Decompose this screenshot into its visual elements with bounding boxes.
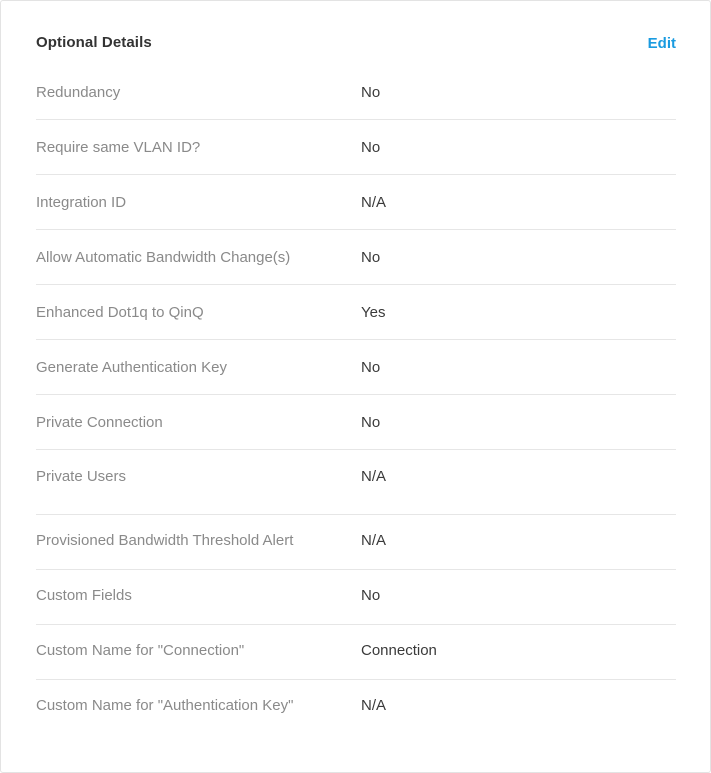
detail-row-automatic-bandwidth-change: [36, 230, 676, 285]
detail-label: Provisioned Bandwidth Threshold Alert: [36, 532, 294, 549]
detail-row-bandwidth-threshold-alert: [36, 515, 676, 570]
detail-row-dot1q-to-qinq: [36, 285, 676, 340]
detail-label: Custom Name for "Authentication Key": [36, 697, 294, 714]
detail-row-custom-name-connection: [36, 625, 676, 680]
detail-label: Enhanced Dot1q to QinQ: [36, 304, 204, 321]
detail-label: Integration ID: [36, 194, 127, 211]
detail-label: Generate Authentication Key: [36, 359, 227, 376]
detail-value: No: [361, 587, 381, 604]
card-header: [36, 32, 676, 54]
edit-link[interactable]: Edit: [647, 35, 676, 52]
detail-label: Custom Fields: [36, 587, 132, 604]
detail-label: Private Users: [36, 468, 127, 485]
detail-row-integration-id: [36, 175, 676, 230]
details-list: [36, 65, 676, 735]
section-title: Optional Details: [36, 34, 152, 51]
detail-row-require-same-vlan-id: [36, 120, 676, 175]
detail-value: N/A: [361, 697, 387, 714]
detail-label: Allow Automatic Bandwidth Change(s): [36, 249, 291, 266]
detail-label: Private Connection: [36, 414, 163, 431]
detail-value: No: [361, 414, 381, 431]
detail-value: N/A: [361, 532, 387, 549]
detail-row-private-users: [36, 450, 676, 515]
detail-value: No: [361, 359, 381, 376]
detail-label: Redundancy: [36, 84, 121, 101]
detail-row-private-connection: [36, 395, 676, 450]
detail-value: Yes: [361, 304, 386, 321]
detail-value: N/A: [361, 194, 387, 211]
detail-value: Connection: [361, 642, 437, 659]
detail-value: No: [361, 84, 381, 101]
detail-value: N/A: [361, 468, 387, 485]
detail-row-custom-fields: [36, 570, 676, 625]
detail-row-redundancy: [36, 65, 676, 120]
detail-label: Custom Name for "Connection": [36, 642, 245, 659]
detail-row-custom-name-auth-key: [36, 680, 676, 735]
detail-value: No: [361, 249, 381, 266]
detail-value: No: [361, 139, 381, 156]
detail-label: Require same VLAN ID?: [36, 139, 201, 156]
detail-row-generate-auth-key: [36, 340, 676, 395]
